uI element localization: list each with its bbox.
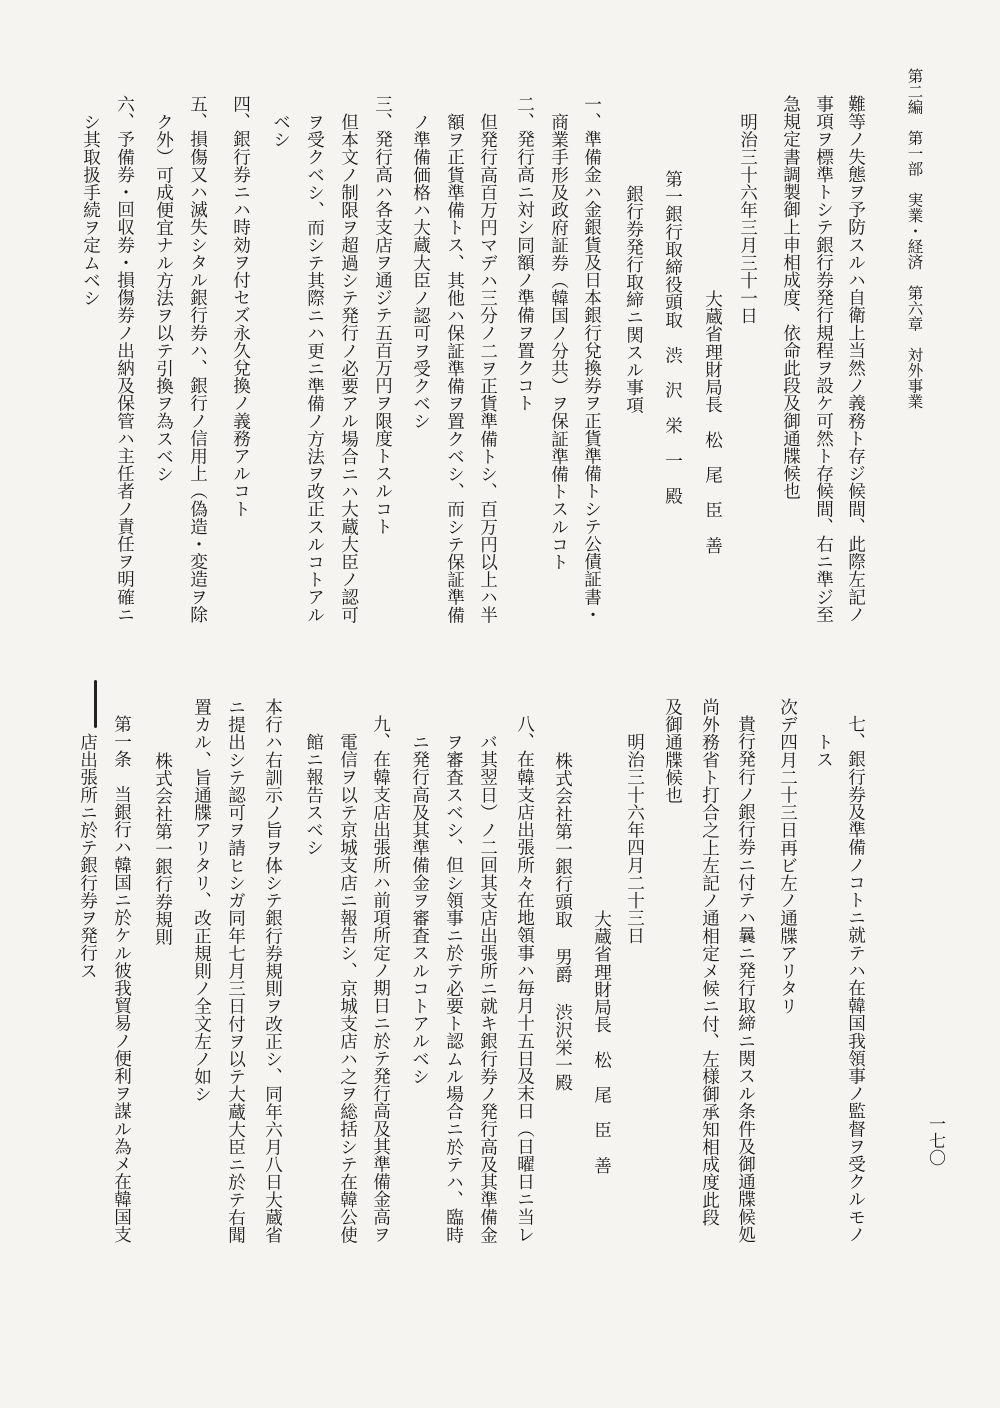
text-column: トス	[813, 733, 834, 769]
text-column: ヲ受クベシ、而シテ其際ニハ更ニ準備ノ方法ヲ改正スルコトアル	[304, 113, 325, 624]
addressee: 株式会社第一銀行頭取 男爵 渋沢栄一殿	[552, 752, 573, 1092]
margin-mark	[94, 680, 97, 728]
date-line: 明治三十六年四月二十三日	[624, 733, 645, 945]
text-column: 及御通牒候也	[662, 698, 683, 804]
signatory: 大蔵省理財局長 松 尾 臣 善	[591, 910, 612, 1174]
running-head: 第二編 第一部 実業・経済 第六章 対外事業	[905, 68, 924, 409]
section-heading: 株式会社第一銀行券規則	[152, 752, 173, 946]
text-column: 難等ノ失態ヲ予防スルハ自衛上当然ノ義務ト存ジ候間、此際左記ノ	[845, 95, 866, 623]
text-column: ヲ審査スベシ、但シ領事ニ於テ必要ト認ムル場合ニ於テハ、臨時	[443, 733, 464, 1244]
text-column: 但本文ノ制限ヲ超過シテ発行ノ必要アル場合ニハ大蔵大臣ノ認可	[338, 113, 359, 624]
text-column: シ其取扱手続ヲ定ムベシ	[80, 113, 101, 307]
text-column: 四、銀行券ニハ時効ヲ付セズ永久兌換ノ義務アルコト	[230, 95, 251, 518]
text-column: 館ニ報告スベシ	[303, 733, 324, 857]
text-column: 尚外務省ト打合之上左記ノ通相定メ候ニ付、左様御承知相成度此段	[699, 698, 720, 1226]
text-column: 急規定書調製御上申相成度、依命此段及御通牒候也	[780, 95, 801, 500]
text-column: 電信ヲ以テ京城支店ニ報告シ、京城支店ハ之ヲ総括シテ在韓公使	[337, 733, 358, 1244]
signatory: 大蔵省理財局長 松 尾 臣 善	[702, 290, 723, 554]
addressee: 第一銀行取締役頭取 渋 沢 栄 一 殿	[662, 170, 683, 505]
text-column: ニ提出シテ認可ヲ請ヒシガ同年七月三日付ヲ以テ大蔵大臣ニ於テ右聞	[225, 698, 246, 1244]
text-column: ニ発行高及其準備金ヲ審査スルコトアルベシ	[409, 733, 430, 1085]
text-column: ク外）可成便宜ナル方法ヲ以テ引換ヲ為スベシ	[153, 113, 174, 483]
text-column: 六、予備券・回収券・損傷券ノ出納及保管ハ主任者ノ責任ヲ明確ニ	[114, 95, 135, 623]
text-column: 一、準備金ハ金銀貨及日本銀行兌換券ヲ正貨準備トシテ公債証書・	[581, 95, 602, 623]
text-column: 本行ハ右訓示ノ旨ヲ体シテ銀行券規則ヲ改正シ、同年六月八日大蔵省	[262, 698, 283, 1244]
text-column: 置カル、旨通牒アリタリ、改正規則ノ全文左ノ如シ	[191, 698, 212, 1103]
text-column: 二、発行高ニ対シ同額ノ準備ヲ置クコト	[514, 95, 535, 412]
text-column: ノ準備価格ハ大蔵大臣ノ認可ヲ受クベシ	[410, 113, 431, 430]
text-column: 商業手形及政府証券（韓国ノ分共）ヲ保証準備トスルコト	[548, 113, 569, 571]
text-column: 九、在韓支店出張所ハ前項所定ノ期日ニ於テ発行高及其準備金高ヲ	[370, 715, 391, 1243]
text-column: 七、銀行券及準備ノコトニ就テハ在韓国我領事ノ監督ヲ受クルモノ	[845, 715, 866, 1243]
text-column: バ其翌日）ノ二回其支店出張所ニ就キ銀行券ノ発行高及其準備金	[477, 733, 498, 1244]
text-column: 店出張所ニ於テ銀行券ヲ発行ス	[77, 733, 98, 980]
text-column: ベシ	[270, 113, 291, 149]
text-column: 五、損傷又ハ滅失シタル銀行券ハ、銀行ノ信用上（偽造・変造ヲ除	[187, 95, 208, 623]
text-column: 事項ヲ標準トシテ銀行券発行規程ヲ設ケ可然ト存候間、右ニ準ジ至	[813, 95, 834, 623]
text-column: 第一条 当銀行ハ韓国ニ於ケル彼我貿易ノ便利ヲ謀ル為メ在韓国支	[111, 715, 132, 1243]
page-number: 一七〇	[925, 1115, 945, 1166]
text-column: 次デ四月二十三日再ビ左ノ通牒アリタリ	[777, 698, 798, 1015]
text-column: 但発行高百万円マデハ三分ノ二ヲ正貨準備トシ、百万円以上ハ半	[477, 113, 498, 624]
text-column: 八、在韓支店出張所々在地領事ハ毎月十五日及末日（日曜日ニ当レ	[514, 715, 535, 1243]
text-column: 額ヲ正貨準備トス、其他ハ保証準備ヲ置クベシ、而シテ保証準備	[444, 113, 465, 624]
text-column: 三、発行高ハ各支店ヲ通ジテ五百万円ヲ限度トスルコト	[372, 95, 393, 535]
date-line: 明治三十六年三月三十一日	[737, 113, 758, 325]
text-column: 貴行発行ノ銀行券ニ付テハ曩ニ発行取締ニ関スル条件及御通牒候処	[735, 715, 756, 1243]
section-heading: 銀行券発行取締ニ関スル事項	[623, 185, 644, 414]
